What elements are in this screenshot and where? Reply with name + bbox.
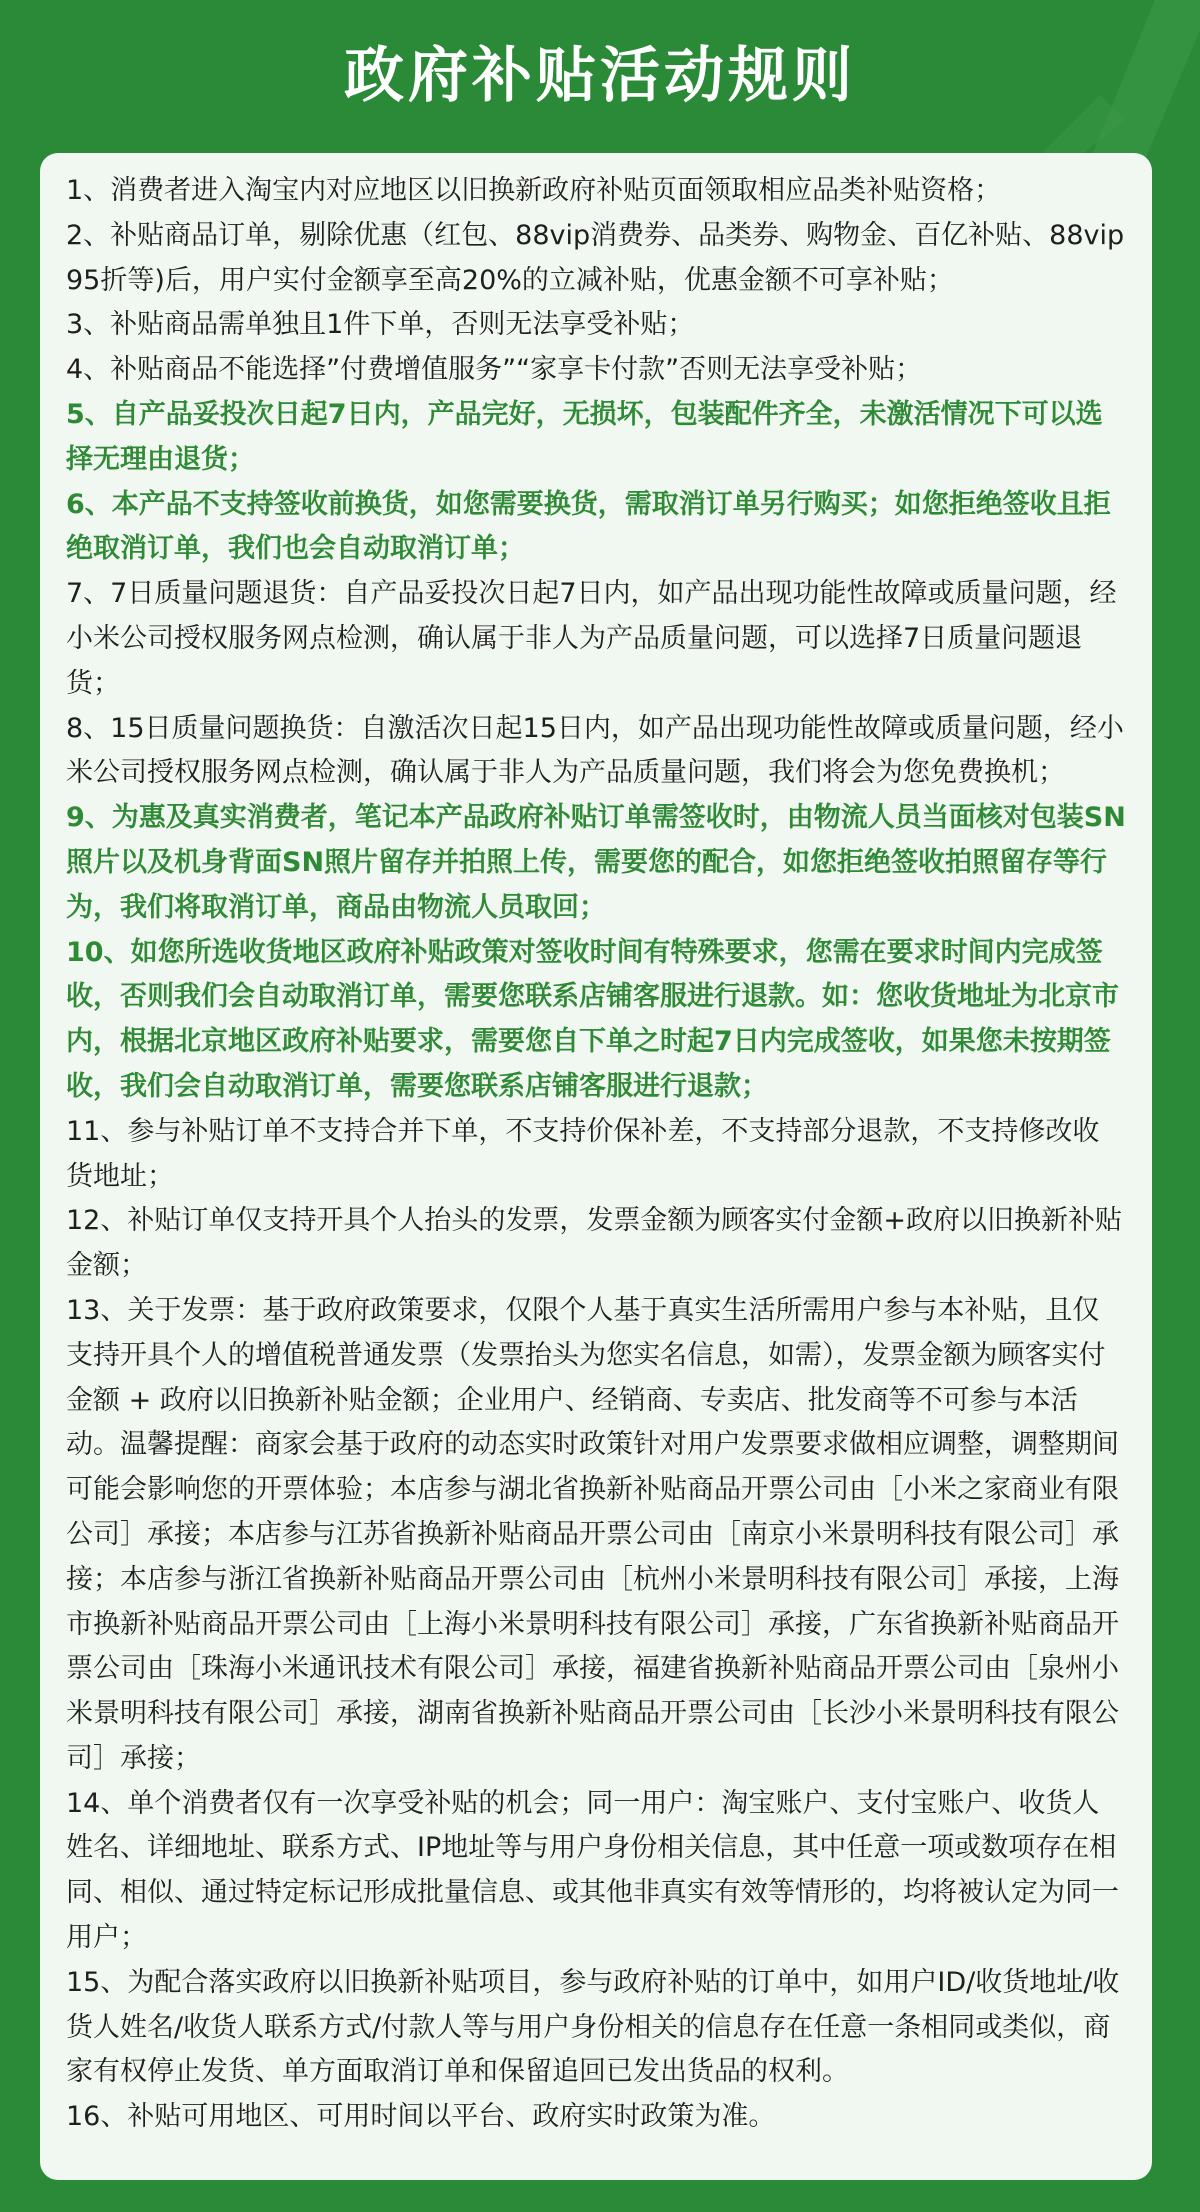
rule-item: 1、消费者进入淘宝内对应地区以旧换新政府补贴页面领取相应品类补贴资格； xyxy=(66,175,1002,206)
rule-item: 14、单个消费者仅有一次享受补贴的机会；同一用户：淘宝账户、支付宝账户、收货人姓名、详细地址、联系方式、IP地址等与用户身份相关信息，其中任意一项或数项存在相同、相似、通过特定标记形成批量信息、或其他非真实有效等情形的，均将被认定为同一用户； xyxy=(66,1787,1119,1954)
rule-item: 11、参与补贴订单不支持合并下单，不支持价保补差，不支持部分退款，不支持修改收货地址； xyxy=(66,1115,1100,1192)
rule-item: 8、15日质量问题换货：自激活次日起15日内，如产品出现功能性故障或质量问题，经小米公司授权服务网点检测，确认属于非人为产品质量问题，我们将会为您免费换机； xyxy=(66,712,1124,789)
rule-item: 13、关于发票：基于政府政策要求，仅限个人基于真实生活所需用户参与本补贴，且仅支持开具个人的增值税普通发票（发票抬头为您实名信息，如需），发票金额为顾客实付金额 + 政府以旧换新补贴金额；企业用户、经销商、专卖店、批发商等不可参与本活动。温馨提醒：商家会基于政府的动态实时政策针对用户发票要求做相应调整，调整期间可能会影响您的开票体验；本店参与湖北省换新补贴商品开票公司由［小米之家商业有限公司］承接；本店参与江苏省换新补贴商品开票公司由［南京小米景明科技有限公司］承接；本店参与浙江省换新补贴商品开票公司由［杭州小米景明科技有限公司］承接，上海市换新补贴商品开票公司由［上海小米景明科技有限公司］承接，广东省换新补贴商品开票公司由［珠海小米通讯技术有限公司］承接，福建省换新补贴商品开票公司由［泉州小米景明科技有限公司］承接，湖南省换新补贴商品开票公司由［长沙小米景明科技有限公司］承接； xyxy=(66,1294,1119,1774)
rule-item: 2、补贴商品订单，剔除优惠（红包、88vip消费券、品类券、购物金、百亿补贴、88vip95折等)后，用户实付金额享至高20%的立减补贴，优惠金额不可享补贴； xyxy=(66,219,1125,296)
rule-item: 7、7日质量问题退货：自产品妥投次日起7日内，如产品出现功能性故障或质量问题，经小米公司授权服务网点检测，确认属于非人为产品质量问题，可以选择7日质量问题退货； xyxy=(66,578,1117,699)
page-title: 政府补贴活动规则 xyxy=(344,41,856,111)
rule-item: 16、补贴可用地区、可用时间以平台、政府实时政策为准。 xyxy=(66,2101,776,2133)
rules-list xyxy=(66,169,1126,2140)
rules-card xyxy=(40,153,1152,2180)
rule-item: 9、为惠及真实消费者，笔记本产品政府补贴订单需签收时，由物流人员当面核对包装SN照片以及机身背面SN照片留存并拍照上传，需要您的配合，如您拒绝签收拍照留存等行为，我们将取消订单，商品由物流人员取回； xyxy=(66,802,1126,923)
rule-item: 3、补贴商品需单独且1件下单，否则无法享受补贴； xyxy=(66,309,695,341)
rule-item: 15、为配合落实政府以旧换新补贴项目，参与政府补贴的订单中，如用户ID/收货地址/收货人姓名/收货人联系方式/付款人等与用户身份相关的信息存在任意一条相同或类似，商家有权停止发货、单方面取消订单和保留追回已发出货品的权利。 xyxy=(66,1966,1120,2088)
rule-item: 12、补贴订单仅支持开具个人抬头的发票，发票金额为顾客实付金额+政府以旧换新补贴金额； xyxy=(66,1205,1122,1282)
rule-item: 5、自产品妥投次日起7日内，产品完好，无损坏，包装配件齐全，未激活情况下可以选择无理由退货； xyxy=(66,398,1103,475)
rule-item: 6、本产品不支持签收前换货，如您需要换货，需取消订单另行购买；如您拒绝签收且拒绝取消订单，我们也会自动取消订单； xyxy=(66,488,1111,565)
rule-item: 4、补贴商品不能选择”付费增值服务”“家享卡付款”否则无法享受补贴； xyxy=(66,354,923,386)
rule-item: 10、如您所选收货地区政府补贴政策对签收时间有特殊要求，您需在要求时间内完成签收，否则我们会自动取消订单，需要您联系店铺客服进行退款。如：您收货地址为北京市内，根据北京地区政府补贴要求，需要您自下单之时起7日内完成签收，如果您未按期签收，我们会自动取消订单，需要您联系店铺客服进行退款； xyxy=(66,936,1119,1102)
